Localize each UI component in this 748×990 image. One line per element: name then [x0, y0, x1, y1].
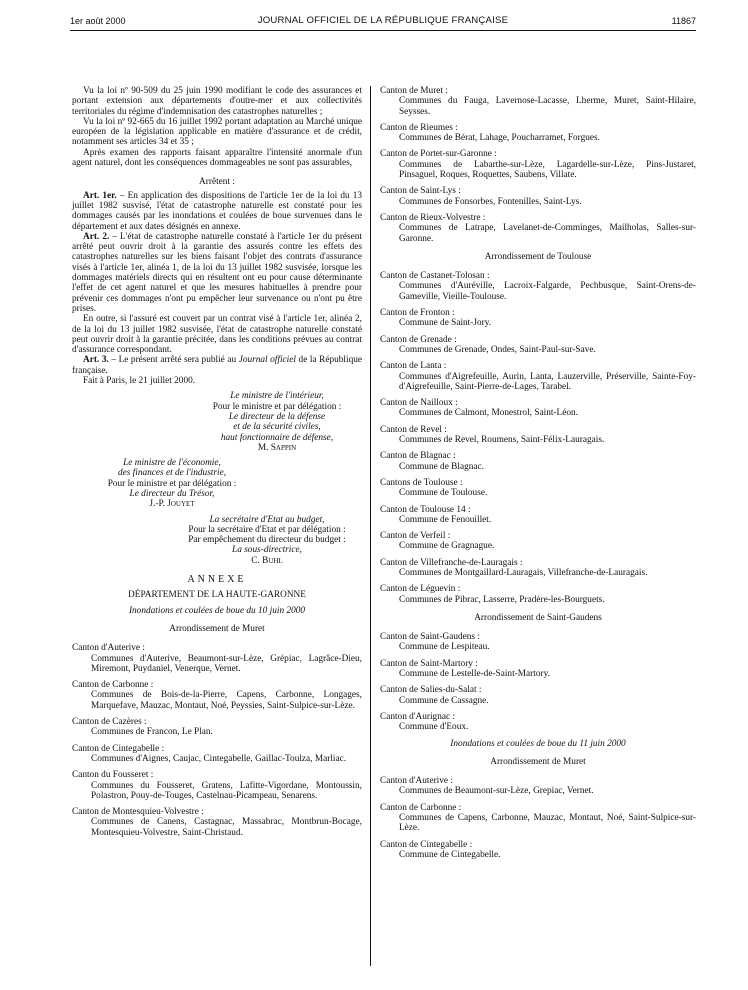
fait-a-paris: Fait à Paris, le 21 juillet 2000.	[83, 376, 196, 387]
sig3-name: C. Buhl	[251, 555, 283, 566]
canton-entry	[380, 186, 696, 207]
canton-name: Canton de Cintegabelle :	[72, 743, 165, 754]
communes-list: Commune de Toulouse.	[399, 488, 488, 499]
article-1-label: Art. 1er.	[83, 190, 117, 201]
canton-name: Canton de Salies-du-Salat :	[380, 685, 482, 696]
canton-entry	[72, 643, 362, 674]
column-divider	[370, 86, 371, 966]
arretent-heading: Arrêtent :	[199, 177, 235, 188]
canton-name: Canton de Muret :	[380, 86, 448, 96]
canton-entry	[380, 213, 696, 244]
canton-name: Canton de Saint-Gaudens :	[380, 632, 480, 643]
canton-name: Canton de Grenade :	[380, 334, 457, 345]
canton-name: Canton de Verfeil :	[380, 531, 451, 542]
communes-list: Communes de Fonsorbes, Fontenilles, Saint-Lys.	[399, 196, 582, 207]
canton-entry	[380, 149, 696, 180]
sig3-line2: Pour la secrétaire d'Etat et par délégation :	[188, 524, 346, 535]
canton-name: Canton de Carbonne :	[380, 802, 462, 813]
canton-entry	[380, 451, 696, 472]
article-3	[72, 355, 362, 376]
canton-name: Canton de Rieumes :	[380, 122, 458, 133]
sig1-line4: et de la sécurité civiles,	[233, 422, 321, 433]
canton-name: Canton de Montesquieu-Volvestre :	[72, 807, 204, 818]
article-2	[72, 232, 362, 314]
canton-entry	[380, 308, 696, 329]
canton-entry	[72, 770, 362, 801]
arrondissement-muret-11-juin-heading: Arrondissement de Muret	[490, 756, 586, 767]
canton-name: Canton de Blagnac :	[380, 451, 456, 462]
canton-entry	[72, 680, 362, 711]
communes-list: Communes du Fousseret, Gratens, Lafitte-Vigordane, Montoussin, Polastron, Pouy-de-Touges, Castelnau-Picampeau, Senarens.	[91, 780, 362, 801]
canton-name: Canton d'Auterive :	[380, 776, 453, 787]
canton-name: Canton de Saint-Martory :	[380, 658, 478, 669]
canton-entry	[380, 840, 696, 861]
department-heading: DÉPARTEMENT DE LA HAUTE-GARONNE	[128, 590, 306, 601]
canton-list-muret-continued	[380, 86, 696, 244]
canton-entry	[380, 398, 696, 419]
sig3-line1: La secrétaire d'Etat au budget,	[209, 514, 325, 525]
sig1-name: M. Sappin	[257, 442, 297, 453]
article-2-label: Art. 2.	[83, 231, 110, 242]
preamble-apres: Après examen des rapports faisant apparaître l'intensité anormale d'un agent naturel, dont les conséquences dommageables ne sont pas assurables,	[72, 147, 362, 169]
header-divider	[70, 30, 696, 31]
sig1-line1: Le ministre de l'intérieur,	[230, 391, 324, 402]
arrondissement-toulouse-heading: Arrondissement de Toulouse	[484, 251, 592, 262]
canton-name: Canton de Cintegabelle :	[380, 839, 473, 850]
communes-list: Communes d'Auterive, Beaumont-sur-Lèze, Grépiac, Lagrâce-Dieu, Miremont, Puydaniel, Venerque, Vernet.	[91, 653, 362, 674]
canton-name: Canton du Fousseret :	[72, 770, 154, 781]
communes-list: Communes de Revel, Roumens, Saint-Félix-Lauragais.	[399, 435, 605, 446]
canton-name: Canton de Léguevin :	[380, 584, 461, 595]
canton-list-saint-gaudens	[380, 632, 696, 732]
preamble-vu-2: Vu la loi nº 92-665 du 16 juillet 1992 portant adaptation au Marché unique européen de la législation applicable en matière d'assurance et de crédit, notamment ses articles 34 et 35 ;	[72, 116, 362, 148]
arrondissement-saint-gaudens-heading: Arrondissement de Saint-Gaudens	[474, 612, 602, 623]
communes-list: Communes de Bérat, Lahage, Poucharramet, Forgues.	[399, 133, 600, 144]
sig1-line5: haut fonctionnaire de défense,	[220, 432, 334, 443]
canton-entry	[380, 478, 696, 499]
canton-entry	[380, 123, 696, 144]
canton-name: Canton de Toulouse 14 :	[380, 504, 471, 515]
canton-entry	[380, 584, 696, 605]
canton-entry	[380, 776, 696, 797]
article-3-label: Art. 3.	[83, 355, 109, 366]
canton-entry	[380, 558, 696, 579]
article-1-text: – En application des dispositions de l'article 1er de la loi du 13 juillet 1982 susvisé, l'état de catastrophe naturelle est constaté pour les dommages causés par les inondations et coulées de boue survenues dans le département et aux dates désignés en annexe.	[72, 190, 363, 232]
canton-entry	[380, 505, 696, 526]
canton-name: Canton de Nailloux :	[380, 398, 458, 409]
canton-name: Canton de Cazères :	[72, 717, 147, 728]
signature-interieur	[192, 391, 362, 453]
canton-entry	[380, 685, 696, 706]
communes-list: Commune de Gragnague.	[399, 541, 495, 552]
canton-list-muret-11-juin	[380, 776, 696, 860]
annexe-title: ANNEXE	[187, 574, 247, 586]
canton-name: Cantons de Toulouse :	[380, 477, 463, 488]
page-header	[70, 14, 696, 36]
canton-entry	[380, 531, 696, 552]
canton-name: Canton de Carbonne :	[72, 680, 154, 691]
communes-list: Communes de Montgaillard-Lauragais, Villefranche-de-Lauragais.	[399, 567, 648, 578]
left-canton-list	[72, 643, 362, 838]
canton-entry	[72, 717, 362, 738]
canton-name: Canton de Portet-sur-Garonne :	[380, 149, 497, 160]
canton-entry	[72, 744, 362, 765]
communes-list: Commune de Cassagne.	[399, 695, 489, 706]
article-2-paragraph-b: En outre, si l'assuré est couvert par un contrat visé à l'article 1er, alinéa 2, de la loi du 13 juillet 1982 susvisée, l'état de catastrophe naturelle constaté peut ouvrir droit à la garantie précitée, dans les conditions prévues au contrat d'assurance correspondant.	[72, 314, 362, 356]
communes-list: Communes de Francon, Le Plan.	[91, 727, 213, 738]
left-column	[72, 86, 362, 844]
canton-entry	[380, 361, 696, 392]
journal-title: JOURNAL OFFICIEL DE LA RÉPUBLIQUE FRANÇAISE	[257, 15, 509, 26]
canton-entry	[72, 807, 362, 838]
canton-name: Canton de Castanet-Tolosan :	[380, 271, 490, 282]
canton-entry	[380, 803, 696, 834]
signature-economie	[72, 458, 272, 509]
canton-entry	[380, 271, 696, 302]
communes-list: Commune de Lestelle-de-Saint-Martory.	[399, 669, 550, 680]
sig1-line3: Le directeur de la défense	[228, 411, 326, 422]
communes-list: Communes de Latrape, Lavelanet-de-Comminges, Mailholas, Salles-sur-Garonne.	[399, 223, 696, 244]
canton-entry	[380, 86, 696, 117]
signature-budget	[172, 515, 362, 566]
article-3-text-pre: – Le présent arrêté sera publié au	[111, 355, 239, 366]
article-2-text: – L'état de catastrophe naturelle constaté à l'article 1er du présent arrêté peut ouvrir droit à la garantie des assurés contre les effets des catastrophes naturelles sur les biens faisant l'objet des contrats d'assurance visés à l'article 1er, alinéa 1, de la loi du 13 juillet 1982 susvisée, lorsque les dommages matériels directs qui en résultent ont eu pour cause déterminante l'effet de cet agent naturel et que les mesures habituelles à prendre pour prévenir ces dommages n'ont pu empêcher leur survenance ou n'ont pu être prises.	[72, 231, 363, 314]
sig3-line4: La sous-directrice,	[232, 545, 302, 556]
sig2-line1: Le ministre de l'économie,	[123, 458, 221, 469]
event-heading-10-juin: Inondations et coulées de boue du 10 juin 2000	[128, 605, 306, 616]
communes-list: Communes de Beaumont-sur-Lèze, Grepiac, Vernet.	[399, 786, 594, 797]
canton-name: Canton d'Aurignac :	[380, 711, 456, 722]
communes-list: Commune de Cintegabelle.	[399, 849, 501, 860]
communes-list: Communes de Bois-de-la-Pierre, Capens, Carbonne, Longages, Marquefave, Mauzac, Montaut, Noé, Peyssies, Saint-Sulpice-sur-Lèze.	[91, 690, 362, 711]
canton-name: Canton de Fronton :	[380, 308, 455, 319]
canton-entry	[380, 335, 696, 356]
event-heading-11-juin: Inondations et coulées de boue du 11 juin 2000	[450, 738, 626, 749]
communes-list: Communes du Fauga, Lavernose-Lacasse, Lherme, Muret, Saint-Hilaire, Seysses.	[399, 96, 696, 117]
canton-entry	[380, 659, 696, 680]
sig2-line3: Pour le ministre et par délégation :	[107, 478, 237, 489]
article-3-text-post: de la République française.	[72, 355, 362, 376]
communes-list: Communes de Capens, Carbonne, Mauzac, Montaut, Noé, Saint-Sulpice-sur-Lèze.	[399, 813, 696, 834]
communes-list: Commune de Lespiteau.	[399, 642, 490, 653]
sig1-line2: Pour le ministre et par délégation :	[212, 401, 342, 412]
sig2-line4: Le directeur du Trésor,	[129, 488, 215, 499]
canton-name: Canton de Lanta :	[380, 361, 447, 372]
canton-name: Canton de Saint-Lys :	[380, 186, 461, 197]
article-1	[72, 191, 362, 232]
right-column	[380, 86, 696, 866]
sig2-name: J.-P. Jouyet	[149, 499, 195, 510]
communes-list: Communes de Canens, Castagnac, Massabrac, Montbrun-Bocage, Montesquieu-Volvestre, Saint-Christaud.	[91, 817, 362, 838]
canton-entry	[380, 712, 696, 733]
communes-list: Communes de Labarthe-sur-Lèze, Lagardelle-sur-Lèze, Pins-Justaret, Pinsaguel, Roques, Roquettes, Saubens, Villate.	[399, 159, 696, 181]
canton-list-toulouse	[380, 271, 696, 605]
canton-entry	[380, 632, 696, 653]
canton-name: Canton de Revel :	[380, 424, 447, 435]
issue-date: 1er août 2000	[70, 16, 126, 26]
communes-list: Communes d'Auréville, Lacroix-Falgarde, Pechbusque, Saint-Orens-de-Gameville, Vieille-Toulouse.	[399, 281, 696, 302]
communes-list: Commune de Saint-Jory.	[399, 318, 492, 329]
communes-list: Communes de Pibrac, Lasserre, Pradère-les-Bourguets.	[399, 594, 605, 605]
arrondissement-muret-heading: Arrondissement de Muret	[169, 623, 265, 634]
canton-name: Canton de Rieux-Volvestre :	[380, 212, 486, 223]
communes-list: Commune de Blagnac.	[399, 461, 484, 472]
communes-list: Communes d'Aignes, Caujac, Cintegabelle, Gaillac-Toulza, Marliac.	[91, 753, 347, 764]
sig3-line3: Par empêchement du directeur du budget :	[188, 535, 346, 546]
communes-list: Communes de Calmont, Monestrol, Saint-Léon.	[399, 408, 578, 419]
sig2-line2: des finances et de l'industrie,	[117, 468, 227, 479]
communes-list: Commune d'Eoux.	[399, 722, 469, 733]
canton-name: Canton d'Auterive :	[72, 643, 145, 654]
preamble-vu-1: Vu la loi nº 90-509 du 25 juin 1990 modifiant le code des assurances et portant extension aux départements d'outre-mer et aux collectivités territoriales du régime d'indemnisation des catastrophes naturelles ;	[72, 86, 362, 117]
article-3-journal-officiel: Journal officiel	[238, 355, 296, 366]
communes-list: Commune de Fenouillet.	[399, 514, 492, 525]
canton-entry	[380, 425, 696, 446]
canton-name: Canton de Villefranche-de-Lauragais :	[380, 557, 523, 568]
communes-list: Communes de Grenade, Ondes, Saint-Paul-sur-Save.	[399, 344, 596, 355]
page-number: 11867	[671, 16, 696, 26]
communes-list: Communes d'Aigrefeuille, Aurin, Lanta, Lauzerville, Préserville, Sainte-Foy-d'Aigrefeuille, Saint-Pierre-de-Lages, Tarabel.	[399, 371, 696, 392]
